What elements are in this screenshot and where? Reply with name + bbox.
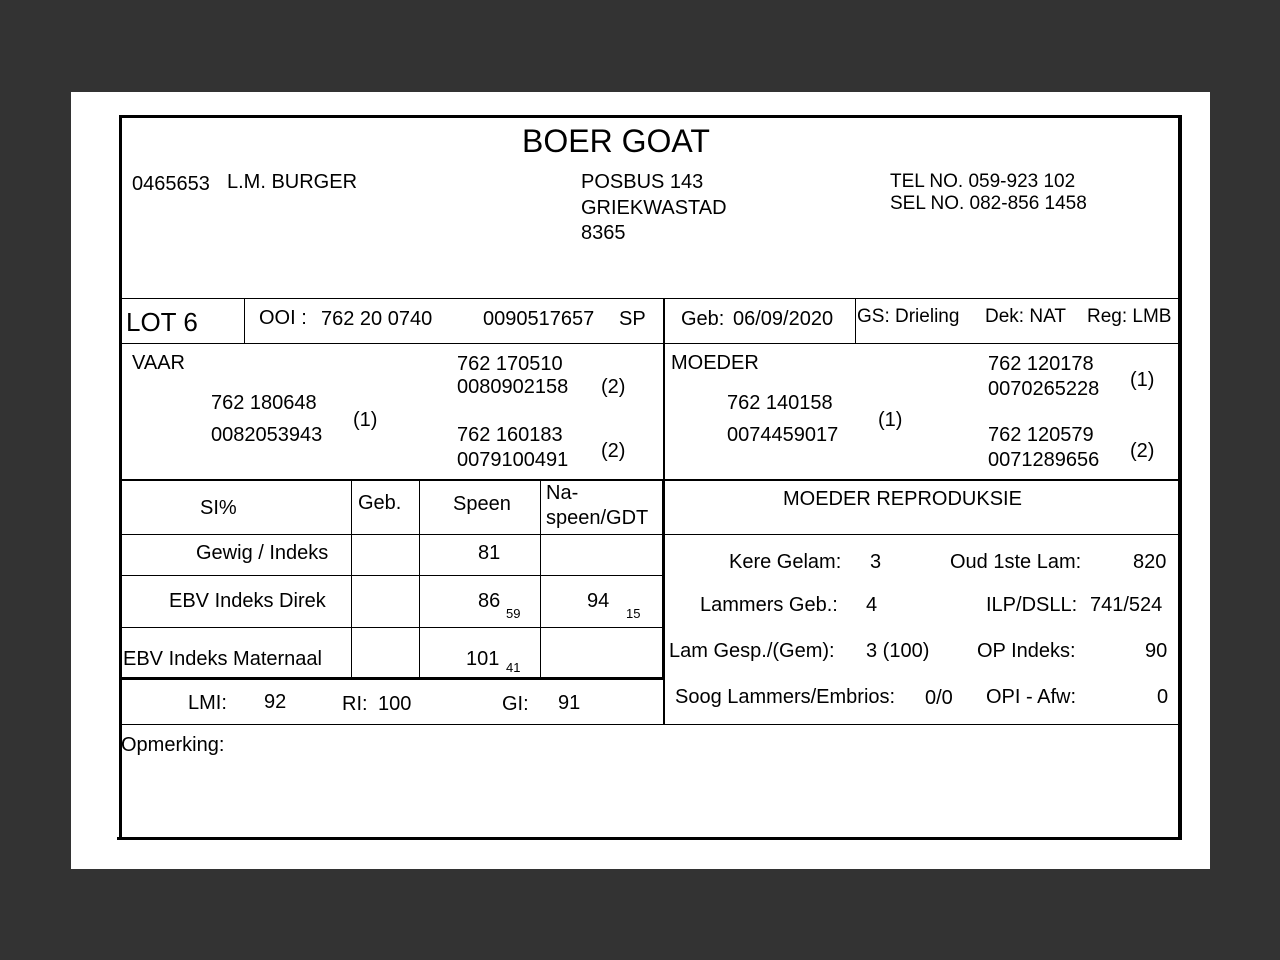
op-indeks-label: OP Indeks: (977, 640, 1076, 662)
lam-gesp-label: Lam Gesp./(Gem): (669, 640, 835, 662)
lammers-geb-value: 4 (866, 594, 878, 616)
sire-label: VAAR (132, 352, 185, 374)
header-si-percent: SI% (200, 497, 237, 519)
address-line-2: GRIEKWASTAD (581, 197, 727, 219)
divider-remarks (120, 724, 1180, 725)
geb-date: 06/09/2020 (733, 308, 834, 330)
soog-label: Soog Lammers/Embrios: (675, 686, 896, 708)
dam-grade: (1) (878, 409, 903, 431)
border-bottom (117, 837, 1182, 840)
reproduction-title: MOEDER REPRODUKSIE (783, 488, 1022, 510)
divider-perf-row2 (120, 627, 665, 628)
dam-id: 762 140158 (727, 392, 833, 414)
sire-sire-grade: (2) (601, 376, 626, 398)
ooi-id: 762 20 0740 (321, 308, 433, 330)
gi-value: 91 (558, 692, 581, 714)
ooi-class: SP (619, 308, 646, 330)
row-gewig-label: Gewig / Indeks (196, 542, 329, 564)
ilp-dsll-label: ILP/DSLL: (986, 594, 1078, 616)
divider-geb (855, 298, 856, 344)
geb-label: Geb: (681, 308, 725, 330)
address-line-3: 8365 (581, 222, 626, 244)
row-maternaal-label: EBV Indeks Maternaal (123, 648, 322, 670)
dam-sire-reg: 0070265228 (988, 378, 1100, 400)
divider-perf-col2 (419, 481, 420, 679)
sire-sire-id: 762 170510 (457, 353, 563, 375)
oud-lam-value: 820 (1133, 551, 1167, 573)
breeder-code: 0465653 (132, 173, 210, 195)
divider-perf-right (662, 481, 665, 679)
lmi-value: 92 (264, 691, 287, 713)
ooi-reg-no: 0090517657 (483, 308, 595, 330)
header-naspeen-1: Na- (546, 482, 579, 504)
divider-perf-bottom (120, 677, 665, 680)
header-geb: Geb. (358, 492, 402, 514)
sire-dam-reg: 0079100491 (457, 449, 569, 471)
breeder-name: L.M. BURGER (227, 171, 358, 193)
dam-label: MOEDER (671, 352, 759, 374)
divider-lot-top (120, 298, 1180, 299)
ooi-label: OOI : (259, 307, 307, 329)
border-right (1178, 115, 1182, 840)
ri-label: RI: (342, 693, 368, 715)
divider-pedigree-bottom (120, 479, 1180, 481)
sire-dam-id: 762 160183 (457, 424, 563, 446)
row-gewig-speen: 81 (478, 542, 501, 564)
remarks-label: Opmerking: (121, 734, 225, 756)
row-maternaal-speen: 101 (466, 648, 500, 670)
border-top (119, 115, 1182, 118)
ri-value: 100 (378, 693, 412, 715)
soog-value: 0/0 (925, 687, 953, 709)
lot-label: LOT 6 (126, 307, 198, 337)
sel-number: SEL NO. 082-856 1458 (890, 193, 1087, 214)
kere-gelam-label: Kere Gelam: (729, 551, 842, 573)
lmi-label: LMI: (188, 692, 227, 714)
row-maternaal-speen-sub: 41 (506, 660, 521, 675)
header-naspeen-2: speen/GDT (546, 507, 649, 529)
sire-grade: (1) (353, 409, 378, 431)
dam-sire-grade: (1) (1130, 369, 1155, 391)
gs-value: GS: Drieling (857, 306, 960, 327)
header-speen: Speen (453, 493, 511, 515)
dam-sire-id: 762 120178 (988, 353, 1094, 375)
opi-afw-value: 0 (1157, 686, 1169, 708)
divider-lot-bottom (120, 343, 1180, 344)
row-direk-naspeen-sub: 15 (626, 606, 641, 621)
dek-value: Dek: NAT (985, 306, 1066, 327)
lammers-geb-label: Lammers Geb.: (700, 594, 838, 616)
sire-dam-grade: (2) (601, 440, 626, 462)
tel-number: TEL NO. 059-923 102 (890, 171, 1076, 192)
sire-sire-reg: 0080902158 (457, 376, 569, 398)
row-direk-speen: 86 (478, 590, 501, 612)
sire-id: 762 180648 (211, 392, 317, 414)
divider-lot-label (244, 298, 245, 344)
op-indeks-value: 90 (1145, 640, 1168, 662)
dam-dam-reg: 0071289656 (988, 449, 1100, 471)
divider-perf-header (120, 534, 1180, 535)
kere-gelam-value: 3 (870, 551, 882, 573)
dam-dam-id: 762 120579 (988, 424, 1094, 446)
lam-gesp-value: 3 (100) (866, 640, 930, 662)
border-left (119, 115, 122, 840)
oud-lam-label: Oud 1ste Lam: (950, 551, 1082, 573)
dam-reg: 0074459017 (727, 424, 839, 446)
gi-label: GI: (502, 693, 529, 715)
row-direk-speen-sub: 59 (506, 606, 521, 621)
card-title: BOER GOAT (522, 123, 710, 159)
divider-perf-col3 (540, 481, 541, 679)
ilp-dsll-value: 741/524 (1090, 594, 1163, 616)
divider-perf-row1 (120, 575, 665, 576)
row-direk-label: EBV Indeks Direk (169, 590, 326, 612)
row-direk-naspeen: 94 (587, 590, 610, 612)
sire-reg: 0082053943 (211, 424, 323, 446)
divider-perf-col1 (351, 481, 352, 679)
opi-afw-label: OPI - Afw: (986, 686, 1077, 708)
dam-dam-grade: (2) (1130, 440, 1155, 462)
address-line-1: POSBUS 143 (581, 171, 704, 193)
reg-value: Reg: LMB (1087, 306, 1172, 327)
